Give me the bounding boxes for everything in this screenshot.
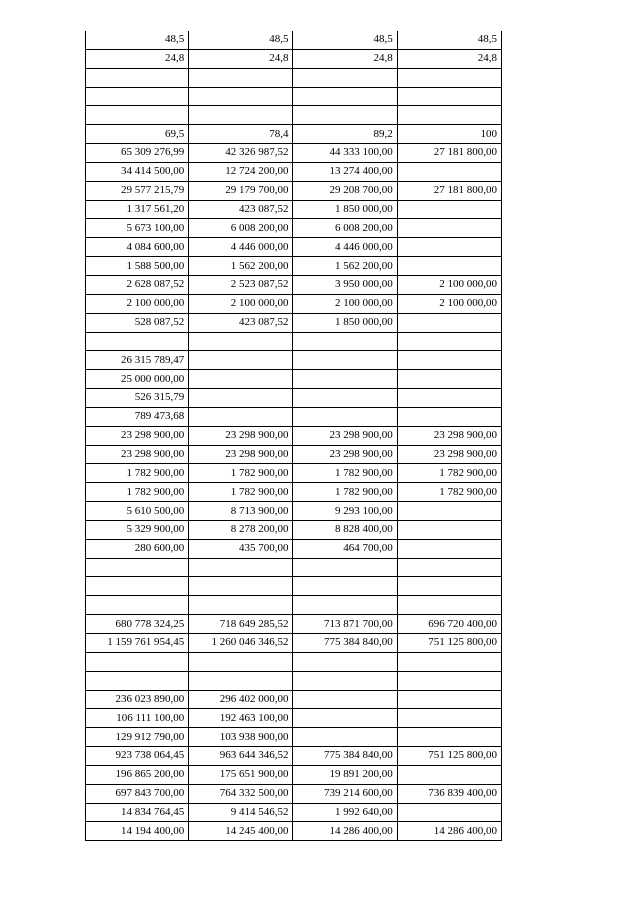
table-row	[86, 257, 502, 276]
table-cell: 24,8	[293, 49, 397, 68]
table-cell: 24,8	[397, 49, 501, 68]
table-cell: 236 023 890,00	[86, 690, 189, 709]
table-cell	[397, 671, 501, 690]
table-cell: 718 649 285,52	[189, 615, 293, 634]
table-cell	[397, 257, 501, 276]
table-cell: 48,5	[293, 31, 397, 49]
table-cell: 1 562 200,00	[189, 257, 293, 276]
table-cell: 1 317 561,20	[86, 200, 189, 219]
table-cell: 736 839 400,00	[397, 784, 501, 803]
table-cell: 14 194 400,00	[86, 822, 189, 841]
table-cell	[189, 87, 293, 106]
table-cell	[293, 332, 397, 351]
table-cell: 26 315 789,47	[86, 351, 189, 370]
table-cell: 175 651 900,00	[189, 765, 293, 784]
table-cell: 2 523 087,52	[189, 275, 293, 294]
table-row	[86, 615, 502, 634]
table-cell	[189, 370, 293, 389]
table-cell	[86, 87, 189, 106]
table-cell: 1 850 000,00	[293, 200, 397, 219]
table-cell: 19 891 200,00	[293, 765, 397, 784]
table-row	[86, 502, 502, 521]
table-cell: 1 782 900,00	[293, 464, 397, 483]
table-cell: 27 181 800,00	[397, 144, 501, 163]
table-cell: 103 938 900,00	[189, 728, 293, 747]
table-cell: 9 414 546,52	[189, 803, 293, 822]
table-cell: 1 782 900,00	[397, 464, 501, 483]
table-cell: 69,5	[86, 125, 189, 144]
table-cell: 27 181 800,00	[397, 181, 501, 200]
table-cell: 528 087,52	[86, 313, 189, 332]
table-cell	[293, 728, 397, 747]
table-cell: 14 286 400,00	[293, 822, 397, 841]
table-cell	[397, 502, 501, 521]
table-cell	[397, 238, 501, 257]
table-cell: 13 274 400,00	[293, 162, 397, 181]
table-cell	[189, 407, 293, 426]
table-cell	[397, 162, 501, 181]
table-cell	[397, 577, 501, 596]
table-cell	[293, 106, 397, 125]
table-cell: 1 782 900,00	[86, 483, 189, 502]
table-row	[86, 125, 502, 144]
table-row	[86, 87, 502, 106]
table-cell	[293, 407, 397, 426]
table-cell	[189, 332, 293, 351]
table-cell: 6 008 200,00	[189, 219, 293, 238]
table-cell	[397, 351, 501, 370]
table-row	[86, 370, 502, 389]
table-cell	[293, 690, 397, 709]
table-row	[86, 577, 502, 596]
table-row	[86, 464, 502, 483]
table-cell: 24,8	[86, 49, 189, 68]
table-cell: 1 260 046 346,52	[189, 634, 293, 653]
table-cell: 106 111 100,00	[86, 709, 189, 728]
table-cell: 9 293 100,00	[293, 502, 397, 521]
table-cell	[397, 407, 501, 426]
table-cell: 296 402 000,00	[189, 690, 293, 709]
table-cell: 435 700,00	[189, 539, 293, 558]
table-cell	[189, 577, 293, 596]
table-cell: 129 912 790,00	[86, 728, 189, 747]
table-cell: 12 724 200,00	[189, 162, 293, 181]
table-cell: 48,5	[189, 31, 293, 49]
table-row	[86, 803, 502, 822]
table-cell: 4 084 600,00	[86, 238, 189, 257]
table-cell: 751 125 800,00	[397, 634, 501, 653]
table-cell	[397, 558, 501, 577]
table-cell: 89,2	[293, 125, 397, 144]
table-cell	[397, 690, 501, 709]
financial-table	[85, 31, 502, 841]
table-row	[86, 596, 502, 615]
table-row	[86, 68, 502, 87]
table-cell	[397, 709, 501, 728]
table-cell: 23 298 900,00	[397, 426, 501, 445]
table-cell	[86, 106, 189, 125]
table-cell: 2 100 000,00	[293, 294, 397, 313]
table-cell: 775 384 840,00	[293, 747, 397, 766]
table-row	[86, 690, 502, 709]
table-cell	[397, 87, 501, 106]
table-cell: 1 992 640,00	[293, 803, 397, 822]
table-cell: 4 446 000,00	[189, 238, 293, 257]
table-row	[86, 219, 502, 238]
table-row	[86, 200, 502, 219]
table-cell: 8 828 400,00	[293, 520, 397, 539]
table-cell: 1 782 900,00	[397, 483, 501, 502]
table-cell: 775 384 840,00	[293, 634, 397, 653]
table-cell	[86, 577, 189, 596]
table-cell	[293, 652, 397, 671]
table-cell: 14 834 764,45	[86, 803, 189, 822]
table-row	[86, 747, 502, 766]
table-row	[86, 520, 502, 539]
table-cell	[397, 596, 501, 615]
table-cell	[397, 332, 501, 351]
table-body	[86, 31, 502, 841]
table-cell	[397, 539, 501, 558]
table-cell	[293, 709, 397, 728]
table-cell: 29 577 215,79	[86, 181, 189, 200]
table-cell	[293, 596, 397, 615]
table-row	[86, 822, 502, 841]
table-cell: 23 298 900,00	[293, 445, 397, 464]
table-row	[86, 238, 502, 257]
table-cell: 42 326 987,52	[189, 144, 293, 163]
table-cell: 1 850 000,00	[293, 313, 397, 332]
table-cell	[397, 652, 501, 671]
table-cell: 65 309 276,99	[86, 144, 189, 163]
table-cell: 196 865 200,00	[86, 765, 189, 784]
table-cell: 1 588 500,00	[86, 257, 189, 276]
table-cell	[293, 558, 397, 577]
table-cell	[397, 728, 501, 747]
table-cell: 24,8	[189, 49, 293, 68]
table-cell	[189, 68, 293, 87]
table-cell	[86, 596, 189, 615]
table-row	[86, 784, 502, 803]
table-cell: 423 087,52	[189, 200, 293, 219]
table-row	[86, 445, 502, 464]
table-cell	[397, 520, 501, 539]
table-cell	[397, 200, 501, 219]
table-cell	[397, 219, 501, 238]
table-cell	[86, 332, 189, 351]
table-cell	[86, 68, 189, 87]
table-cell: 29 179 700,00	[189, 181, 293, 200]
table-cell: 713 871 700,00	[293, 615, 397, 634]
table-row	[86, 728, 502, 747]
table-cell: 5 329 900,00	[86, 520, 189, 539]
table-cell: 100	[397, 125, 501, 144]
table-cell: 48,5	[86, 31, 189, 49]
table-cell	[397, 106, 501, 125]
table-cell	[293, 389, 397, 408]
table-cell	[86, 671, 189, 690]
table-row	[86, 539, 502, 558]
table-cell: 464 700,00	[293, 539, 397, 558]
table-cell: 5 610 500,00	[86, 502, 189, 521]
table-cell: 696 720 400,00	[397, 615, 501, 634]
table-cell: 8 278 200,00	[189, 520, 293, 539]
table-cell: 4 446 000,00	[293, 238, 397, 257]
table-cell: 14 286 400,00	[397, 822, 501, 841]
table-cell: 23 298 900,00	[86, 445, 189, 464]
table-cell	[189, 351, 293, 370]
table-cell: 2 100 000,00	[397, 275, 501, 294]
table-row	[86, 634, 502, 653]
table-cell: 2 628 087,52	[86, 275, 189, 294]
table-cell: 23 298 900,00	[397, 445, 501, 464]
table-row	[86, 313, 502, 332]
table-cell: 280 600,00	[86, 539, 189, 558]
table-cell: 48,5	[397, 31, 501, 49]
table-row	[86, 162, 502, 181]
table-cell	[293, 87, 397, 106]
table-cell	[293, 577, 397, 596]
table-cell: 23 298 900,00	[189, 426, 293, 445]
table-cell: 34 414 500,00	[86, 162, 189, 181]
table-cell: 1 782 900,00	[189, 464, 293, 483]
table-row	[86, 671, 502, 690]
table-cell: 23 298 900,00	[293, 426, 397, 445]
table-cell	[397, 313, 501, 332]
table-cell: 29 208 700,00	[293, 181, 397, 200]
table-cell: 44 333 100,00	[293, 144, 397, 163]
table-cell: 923 738 064,45	[86, 747, 189, 766]
table-row	[86, 389, 502, 408]
table-cell	[189, 389, 293, 408]
table-cell	[397, 370, 501, 389]
table-cell: 1 562 200,00	[293, 257, 397, 276]
table-cell	[293, 370, 397, 389]
table-cell: 697 843 700,00	[86, 784, 189, 803]
table-row	[86, 181, 502, 200]
table-row	[86, 294, 502, 313]
table-row	[86, 483, 502, 502]
table-cell	[189, 652, 293, 671]
table-cell: 192 463 100,00	[189, 709, 293, 728]
table-row	[86, 426, 502, 445]
table-cell: 764 332 500,00	[189, 784, 293, 803]
table-row	[86, 31, 502, 49]
table-row	[86, 765, 502, 784]
table-row	[86, 275, 502, 294]
table-row	[86, 106, 502, 125]
table-cell	[189, 671, 293, 690]
table-cell: 23 298 900,00	[86, 426, 189, 445]
table-cell: 2 100 000,00	[397, 294, 501, 313]
table-cell: 526 315,79	[86, 389, 189, 408]
table-cell	[189, 558, 293, 577]
table-row	[86, 49, 502, 68]
table-cell: 423 087,52	[189, 313, 293, 332]
table-row	[86, 351, 502, 370]
table-cell	[293, 671, 397, 690]
table-row	[86, 709, 502, 728]
table-cell: 2 100 000,00	[86, 294, 189, 313]
table-cell: 25 000 000,00	[86, 370, 189, 389]
table-cell: 6 008 200,00	[293, 219, 397, 238]
table-cell: 1 782 900,00	[293, 483, 397, 502]
table-cell: 78,4	[189, 125, 293, 144]
table-cell	[293, 351, 397, 370]
table-cell: 1 782 900,00	[189, 483, 293, 502]
table-row	[86, 144, 502, 163]
table-cell	[86, 652, 189, 671]
table-cell	[189, 106, 293, 125]
table-cell: 8 713 900,00	[189, 502, 293, 521]
table-cell	[189, 596, 293, 615]
table-cell: 5 673 100,00	[86, 219, 189, 238]
table-row	[86, 407, 502, 426]
table-cell	[397, 765, 501, 784]
section-divider-row	[86, 652, 502, 671]
table-row	[86, 558, 502, 577]
table-cell	[397, 68, 501, 87]
table-cell	[397, 803, 501, 822]
table-cell: 14 245 400,00	[189, 822, 293, 841]
table-cell	[397, 389, 501, 408]
table-cell	[293, 68, 397, 87]
table-cell: 2 100 000,00	[189, 294, 293, 313]
table-cell	[86, 558, 189, 577]
table-cell: 739 214 600,00	[293, 784, 397, 803]
section-divider-row	[86, 332, 502, 351]
table-cell: 680 778 324,25	[86, 615, 189, 634]
table-cell: 1 159 761 954,45	[86, 634, 189, 653]
table-cell: 3 950 000,00	[293, 275, 397, 294]
table-cell: 963 644 346,52	[189, 747, 293, 766]
table-cell: 789 473,68	[86, 407, 189, 426]
table-cell: 1 782 900,00	[86, 464, 189, 483]
table-cell: 751 125 800,00	[397, 747, 501, 766]
table-cell: 23 298 900,00	[189, 445, 293, 464]
